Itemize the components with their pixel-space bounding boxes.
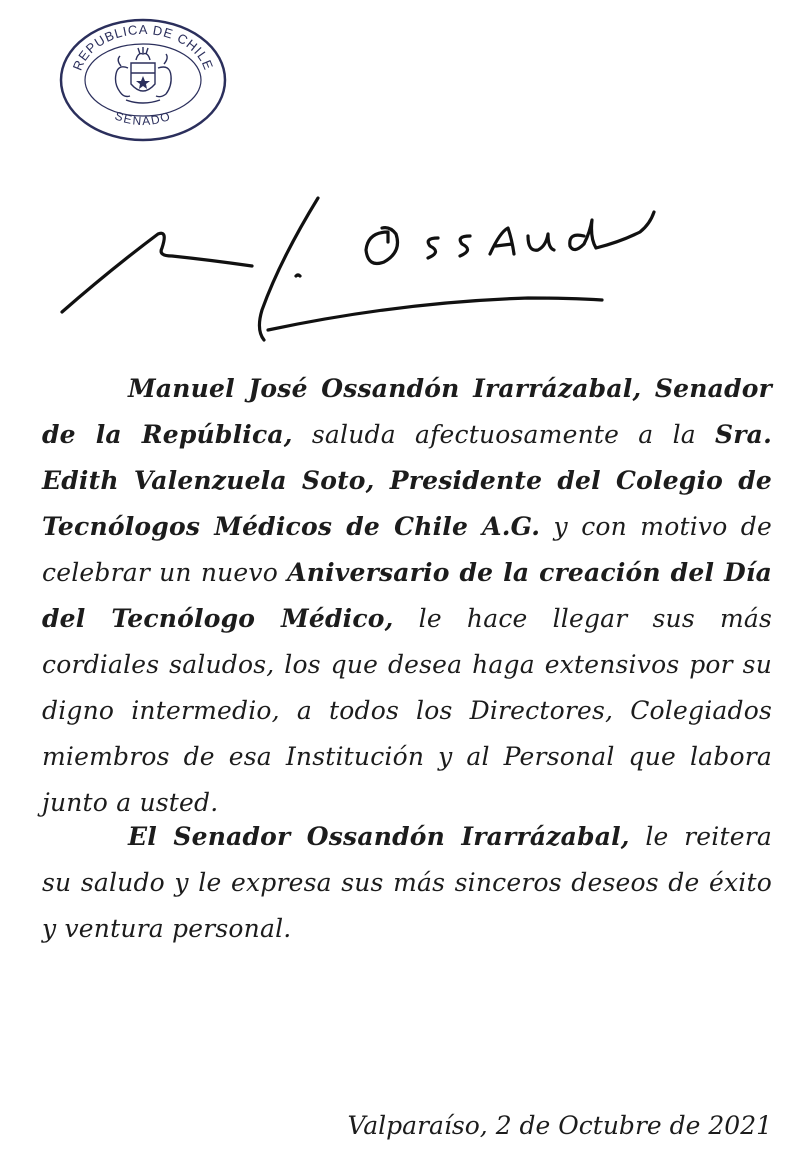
senator-name-2: El Senador Ossandón Irarrázabal, [128, 822, 630, 851]
letter-date: Valparaíso, 2 de Octubre de 2021 [347, 1111, 772, 1140]
recipient-name: Sra. Edith Valenzuela Soto, Presidente del Colegio de Tecnólogos Médicos de Chile A.G. [42, 420, 772, 541]
seal-top-text: REPUBLICA DE CHILE [69, 21, 217, 73]
senator-name: Manuel José Ossandón Irarrázabal, Senador de la República, [42, 374, 772, 449]
letter-paragraph-2: El Senador Ossandón Irarrázabal, le reitera su saludo y le expresa sus más sinceros deseos de éxito y ventura personal. [42, 822, 772, 943]
letter-paragraph-1: Manuel José Ossandón Irarrázabal, Senador de la República, saluda afectuosamente a la Sra. Edith Valenzuela Soto, Presidente del Colegio de Tecnólogos Médicos de Chile A.G. y con motivo de celebrar un nuevo Aniversario de la creación del Día del Tecnólogo Médico, le hace llegar sus más cordiales saludos, los que desea haga extensivos por su digno intermedio, a todos los Directores, Colegiados miembros de esa Institución y al Personal que labora junto a usted. [42, 374, 772, 817]
handwritten-signature [50, 190, 690, 360]
senado-seal [58, 18, 228, 143]
coat-of-arms-icon [116, 47, 172, 103]
seal-bottom-text: SENADO [112, 108, 174, 129]
svg-text:SENADO [113, 109, 173, 129]
anniversary-text: Aniversario de la creación del Día del Tecnólogo Médico, [42, 558, 772, 633]
